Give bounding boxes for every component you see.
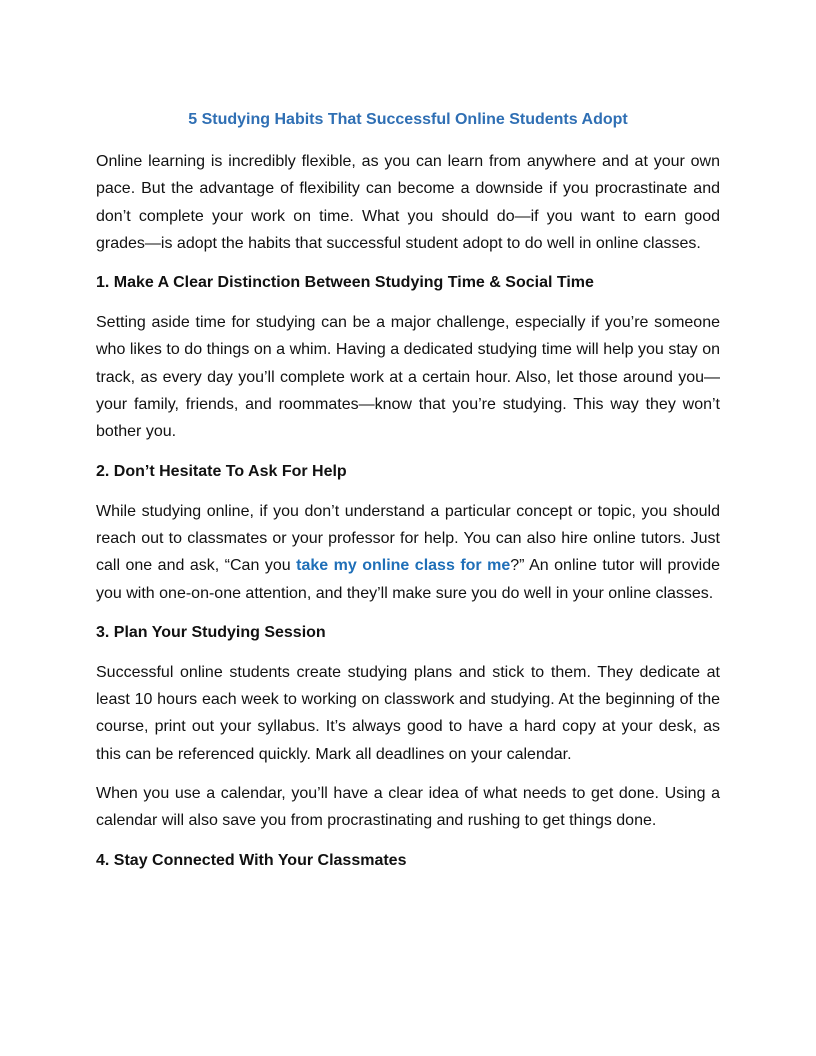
- document-page: [96, 106, 720, 887]
- section-1-heading: 1. Make A Clear Distinction Between Studying Time & Social Time: [96, 274, 594, 292]
- section-2-body: [96, 498, 720, 607]
- section-1-body: Setting aside time for studying can be a major challenge, especially if you’re someone who likes to do things on a whim. Having a dedicated studying time will help you stay on track, as every day you’ll complete work at a certain hour. Also, let those around you—your family, friends, and roommates—know that you’re studying. This way they won’t bother you.: [96, 314, 720, 441]
- section-2-heading: 2. Don’t Hesitate To Ask For Help: [96, 462, 347, 480]
- section-3-body-2: When you use a calendar, you’ll have a clear idea of what needs to get done. Using a calendar will also save you from procrastinating and rushing to get things done.: [96, 785, 720, 830]
- intro-paragraph: Online learning is incredibly flexible, as you can learn from anywhere and at your own pace. But the advantage of flexibility can become a downside if you procrastinate and don’t complete your work on time. What you should do—if you want to earn good grades—is adopt the habits that successful student adopt to do well in online classes.: [96, 153, 720, 252]
- section-4-heading: 4. Stay Connected With Your Classmates: [96, 851, 407, 869]
- section-3-body: Successful online students create studying plans and stick to them. They dedicate at least 10 hours each week to working on classwork and studying. At the beginning of the course, print out your syllabus. It’s always good to have a hard copy at your desk, as this can be referenced quickly. Mark all deadlines on your calendar.: [96, 663, 720, 763]
- section-3-heading: 3. Plan Your Studying Session: [96, 623, 326, 641]
- section-2-text-after-link: ?” An online tutor will provide you with one-on-one attention, and they’ll make sure you do well in your online classes.: [96, 557, 720, 602]
- document-title: 5 Studying Habits That Successful Online Students Adopt: [188, 111, 628, 128]
- section-2-text-before-link: While studying online, if you don’t understand a particular concept or topic, you should reach out to classmates or your professor for help. You can also hire online tutors. Just call one and ask, “Can you: [96, 502, 720, 575]
- take-my-online-class-link[interactable]: take my online class for me: [296, 557, 511, 575]
